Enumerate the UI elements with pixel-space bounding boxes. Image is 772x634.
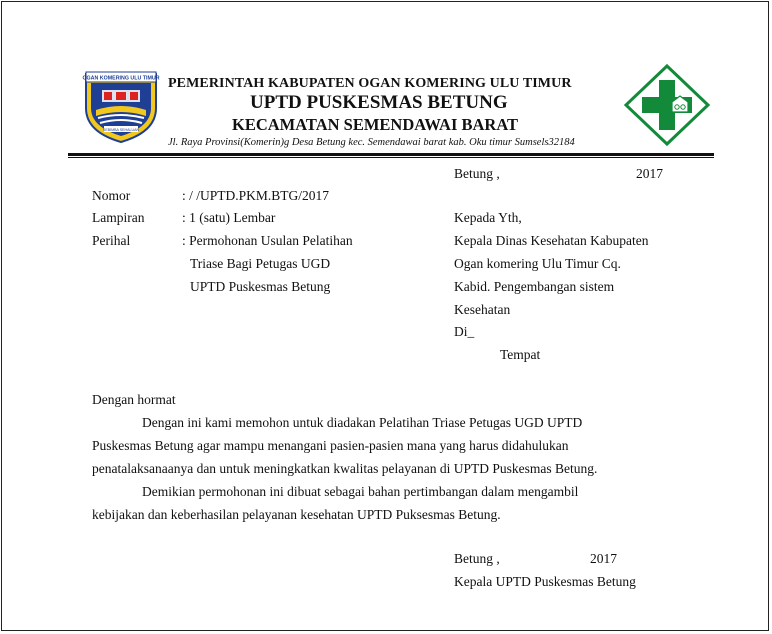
paragraph1-line1: Dengan ini kami memohon untuk diadakan Pelatihan Triase Petugas UGD UPTD [142,415,583,430]
recipient-line2: Kepala Dinas Kesehatan Kabupaten [454,233,649,248]
date-top-place: Betung , [454,166,500,181]
signature-year: 2017 [590,551,617,566]
paragraph1-line3: penatalaksanaanya dan untuk meningkatkan kwalitas pelayanan di UPTD Puskesmas Betung. [92,461,598,476]
paragraph2-line1: Demikian permohonan ini dibuat sebagai bahan pertimbangan dalam mengambil [142,484,579,499]
recipient-line6: Di_ [454,324,475,339]
recipient-line7: Tempat [500,347,541,362]
nomor-label: Nomor [92,188,131,203]
date-top-year: 2017 [636,166,663,181]
puskesmas-cross-icon [620,62,714,148]
paragraph1-line2: Puskesmas Betung agar mampu menangani pasien-pasien mana yang harus didahulukan [92,438,569,453]
letterhead-rule-thin [68,157,714,158]
regency-emblem-icon [82,68,160,144]
perihal-label: Perihal [92,233,131,248]
paragraph2-line2: kebijakan dan keberhasilan pelayanan kesehatan UPTD Puksesmas Betung. [92,507,501,522]
perihal-line1: : Permohonan Usulan Pelatihan [182,233,353,248]
signature-place: Betung , [454,551,500,566]
recipient-line1: Kepada Yth, [454,210,522,225]
salutation: Dengan hormat [92,392,176,407]
address-line: Jl. Raya Provinsi(Komerin)g Desa Betung kec. Semendawai barat kab. Oku timur Sumsels32184 [168,137,575,148]
district-name: KECAMATAN SEMENDAWAI BARAT [232,115,519,134]
lampiran-label: Lampiran [92,210,145,225]
recipient-line4: Kabid. Pengembangan sistem [454,279,615,294]
organization-name: UPTD PUSKESMAS BETUNG [250,92,508,113]
emblem-banner-text: OGAN KOMERING ULU TIMUR [82,75,160,82]
government-line: PEMERINTAH KABUPATEN OGAN KOMERING ULU TIMUR [168,76,572,91]
lampiran-value: : 1 (satu) Lembar [182,210,276,225]
letterhead-rule-thick [68,153,714,156]
perihal-line2: Triase Bagi Petugas UGD [190,256,331,271]
emblem-motto-text: SEBIMBA SEHALUAN [102,127,140,132]
signature-title: Kepala UPTD Puskesmas Betung [454,574,636,589]
recipient-line5: Kesehatan [454,302,511,317]
recipient-line3: Ogan komering Ulu Timur Cq. [454,256,621,271]
nomor-value: : / /UPTD.PKM.BTG/2017 [182,188,330,203]
perihal-line3: UPTD Puskesmas Betung [190,279,331,294]
